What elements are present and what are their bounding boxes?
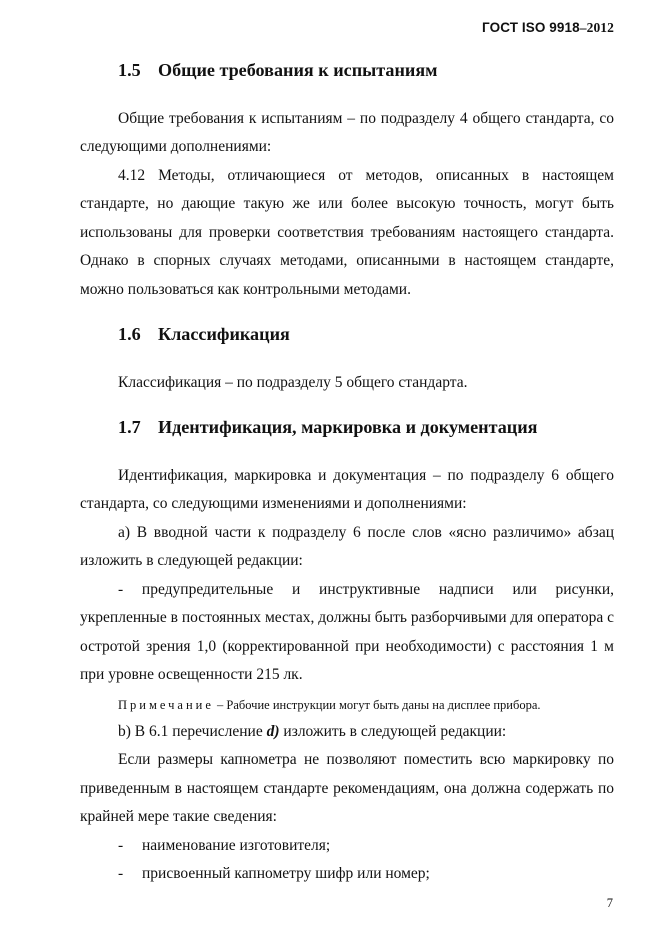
- list-item: [80, 832, 614, 861]
- paragraph-text: изложить в следующей редакции:: [279, 722, 507, 740]
- page-number: 7: [606, 896, 613, 910]
- standard-code: ГОСТ ISO 9918: [482, 20, 580, 35]
- list-item-text: наименование изготовителя;: [142, 836, 331, 854]
- section-number: 1.5: [118, 60, 141, 80]
- paragraph: Идентификация, маркировка и документация – по подразделу 6 общего стандарта, со следующими изменениями и дополнениями:: [80, 466, 614, 512]
- paragraph: Если размеры капнометра не позволяют поместить всю маркировку по приведенным в настоящем стандарте рекомендациям, она должна содержать по крайней мере такие сведения:: [80, 751, 614, 825]
- paragraph: Общие требования к испытаниям – по подразделу 4 общего стандарта, со следующими дополнениями:: [80, 109, 614, 155]
- note-label: Примечание: [118, 697, 214, 712]
- section-heading-1-6: [80, 320, 614, 349]
- section-heading-1-5: [80, 56, 614, 85]
- document-body: [80, 56, 614, 889]
- dash-marker: -: [118, 836, 124, 854]
- section-number: 1.6: [118, 324, 141, 344]
- paragraph: a) В вводной части к подразделу 6 после слов «ясно различимо» абзац изложить в следующей редакции:: [80, 523, 614, 569]
- section-title: Классификация: [158, 324, 290, 344]
- dash-marker: -: [118, 865, 124, 882]
- note: [80, 692, 614, 718]
- section-heading-1-7: [80, 413, 614, 442]
- list-item-text: присвоенный капнометру шифр или номер;: [142, 865, 430, 882]
- paragraph: - предупредительные и инструктивные надписи или рисунки, укрепленные в постоянных местах, должны быть разборчивыми для оператора с остротой зрения 1,0 (корректированной при необходимости) с расстояния 1 м при уровне освещенности 215 лк.: [80, 580, 614, 683]
- paragraph: 4.12 Методы, отличающиеся от методов, описанных в настоящем стандарте, но дающие такую же или более высокую точность, могут быть использованы для проверки соответствия требованиям настоящего стандарта. Однако в спорных случаях методами, описанными в настоящем стандарте, можно пользоваться как контрольными методами.: [80, 166, 614, 298]
- standard-year: –2012: [579, 20, 614, 35]
- section-title: Идентификация, маркировка и документация: [158, 417, 538, 437]
- section-number: 1.7: [118, 417, 141, 437]
- list-item: [80, 860, 614, 889]
- paragraph: Классификация – по подразделу 5 общего стандарта.: [118, 373, 468, 391]
- note-text: – Рабочие инструкции могут быть даны на дисплее прибора.: [213, 697, 541, 712]
- paragraph: [80, 718, 614, 747]
- page-header: [482, 20, 614, 36]
- enumeration-ref: d): [266, 722, 280, 740]
- paragraph-text: b) В 6.1 перечисление: [118, 722, 267, 740]
- section-title: Общие требования к испытаниям: [158, 60, 438, 80]
